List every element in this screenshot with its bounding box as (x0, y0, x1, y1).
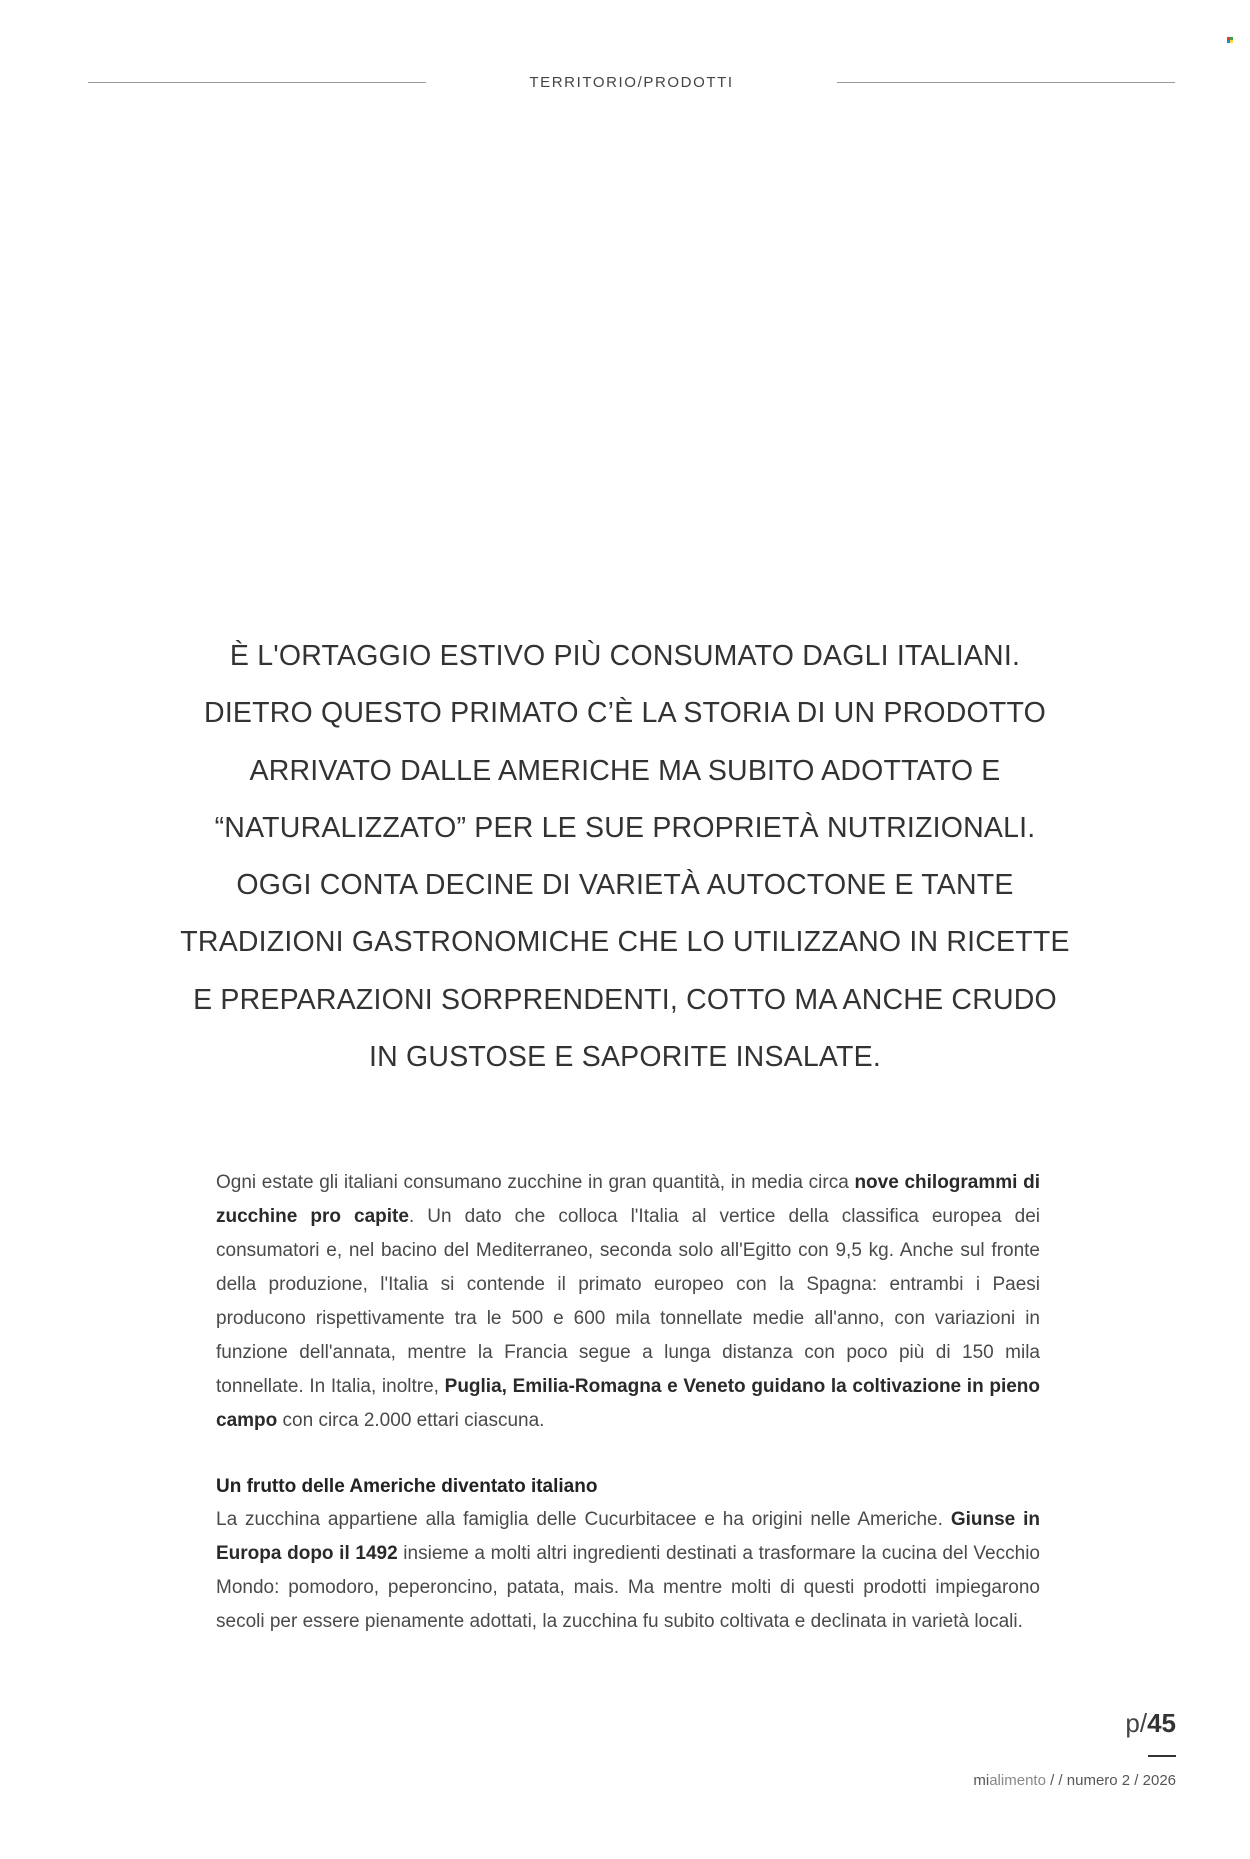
page-number-underline (1148, 1755, 1176, 1757)
highlight-run: Giunse in Europa dopo il 1492 (216, 1509, 1040, 1564)
article-paragraph-2 (216, 1503, 1040, 1639)
text-run: con circa 2.000 ettari ciascuna. (277, 1410, 545, 1431)
intro-line: DIETRO QUESTO PRIMATO C’È LA STORIA DI UN PRODOTTO (204, 697, 1046, 730)
text-run: insieme a molti altri ingredienti destinati a trasformare la cucina del Vecchio Mondo: pomodoro, peperoncino, patata, mais. Ma mentre molti di questi prodotti impiegarono secoli per essere pienamente adottati, la zucchina fu subito coltivata e declinata in varietà locali. (216, 1543, 1040, 1632)
intro-line: È L'ORTAGGIO ESTIVO PIÙ CONSUMATO DAGLI ITALIANI. (229, 640, 1021, 672)
text-run: La zucchina appartiene alla famiglia delle Cucurbitacee e ha origini nelle Americhe. (216, 1509, 951, 1530)
section-subheading: Un frutto delle Americhe diventato italiano (216, 1476, 598, 1497)
intro-line: “NATURALIZZATO” PER LE SUE PROPRIETÀ NUTRIZIONALI. (214, 811, 1036, 844)
footer-publication (860, 1772, 1176, 1789)
article-paragraph-1 (216, 1166, 1040, 1438)
page-number (1080, 1708, 1176, 1739)
intro-line: TRADIZIONI GASTRONOMICHE CHE LO UTILIZZANO IN RICETTE (180, 926, 1070, 959)
intro-standfirst (170, 628, 1080, 1086)
page-number-value: 45 (1147, 1708, 1176, 1738)
corner-color-mark-icon (1227, 37, 1234, 44)
intro-line: ARRIVATO DALLE AMERICHE MA SUBITO ADOTTATO E (249, 754, 1001, 787)
text-run: . Un dato che colloca l'Italia al vertice della classifica europea dei consumatori e, nel bacino del Mediterraneo, seconda solo all'Egitto con 9,5 kg. Anche sul fronte della produzione, l'Italia si contende il primato europeo con la Spagna: entrambi i Paesi producono rispettivamente tra le 500 e 600 mila tonnellate medie all'anno, con variazioni in funzione dell'annata, mentre la Francia segue a lunga distanza con poco più di 150 mila tonnellate. In Italia, inoltre, (216, 1206, 1040, 1397)
highlight-run: Puglia, Emilia-Romagna e Veneto guidano la coltivazione in pieno campo (216, 1376, 1040, 1431)
text-run: Ogni estate gli italiani consumano zucchine in gran quantità, in media circa (216, 1172, 855, 1193)
header-rule-right (837, 82, 1175, 83)
intro-line: OGGI CONTA DECINE DI VARIETÀ AUTOCTONE E TANTE (236, 869, 1014, 902)
highlight-run: nove chilogrammi di zucchine pro capite (216, 1172, 1040, 1227)
brand-alimento: alimento (989, 1772, 1046, 1789)
issue-info: / / numero 2 / 2026 (1045, 1772, 1176, 1789)
section-label: TERRITORIO/PRODOTTI (529, 74, 734, 91)
page-prefix: p/ (1125, 1708, 1148, 1738)
brand-mi: mi (973, 1772, 990, 1789)
intro-line: IN GUSTOSE E SAPORITE INSALATE. (369, 1041, 881, 1074)
header-rule-left (88, 82, 426, 83)
intro-line: E PREPARAZIONI SORPRENDENTI, COTTO MA ANCHE CRUDO (193, 983, 1057, 1016)
